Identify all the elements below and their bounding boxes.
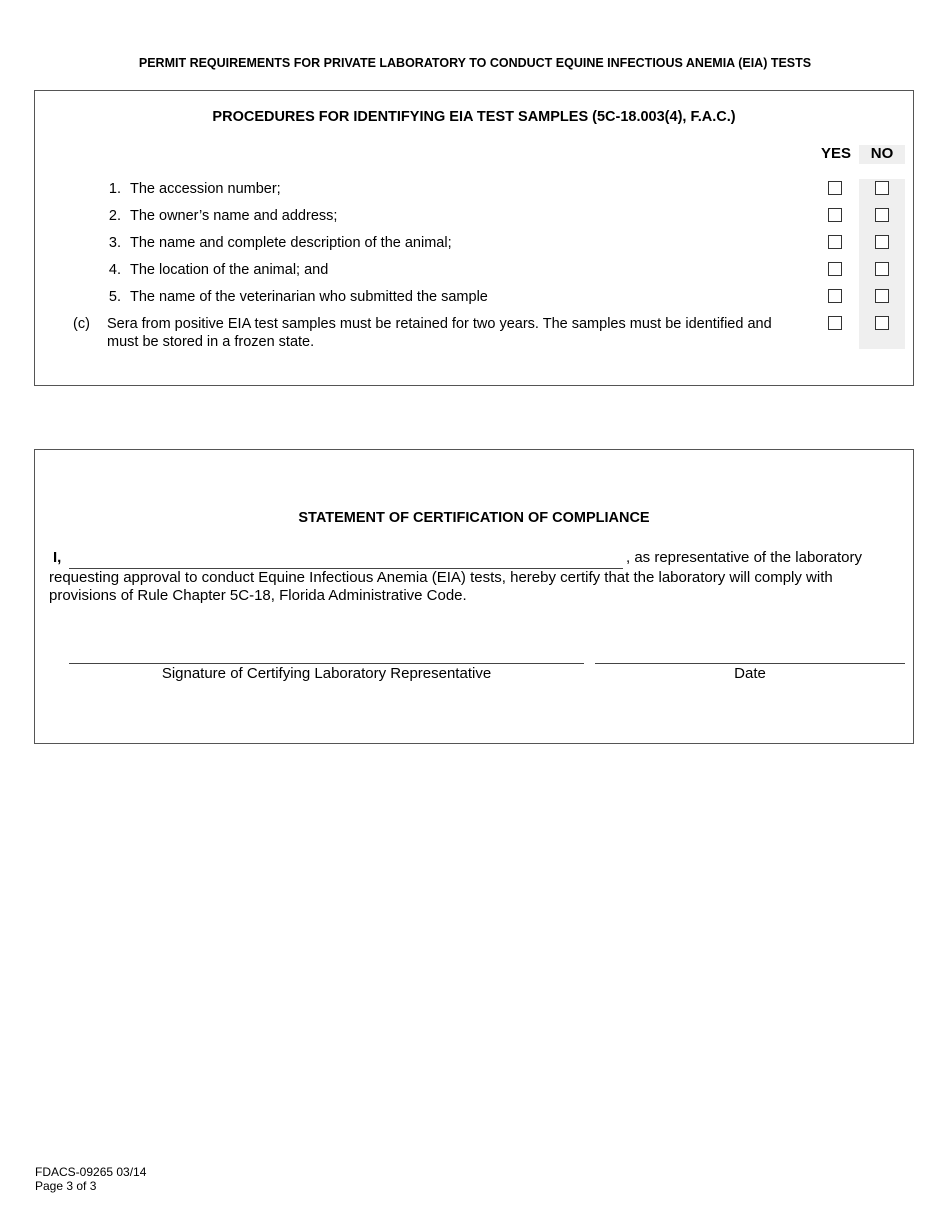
item-number: (c) (73, 316, 90, 332)
item-1-yes-checkbox[interactable] (828, 181, 842, 195)
yes-column-header: YES (820, 145, 851, 162)
item-number: 4. (108, 262, 121, 278)
certification-title: STATEMENT OF CERTIFICATION OF COMPLIANCE (298, 510, 650, 526)
representative-text: , as representative of the laboratory (626, 549, 862, 566)
item-text: The accession number; (130, 181, 281, 197)
item-text: The name and complete description of the animal; (130, 235, 452, 251)
signature-label: Signature of Certifying Laboratory Representative (161, 665, 492, 682)
item-4-no-checkbox[interactable] (875, 262, 889, 276)
i-label: I, (53, 549, 62, 566)
item-text: The location of the animal; and (130, 262, 329, 278)
item-2-yes-checkbox[interactable] (828, 208, 842, 222)
item-2-no-checkbox[interactable] (875, 208, 889, 222)
date-field[interactable] (595, 663, 905, 664)
item-text: The owner’s name and address; (130, 208, 338, 224)
item-number: 3. (108, 235, 121, 251)
no-column-header: NO (870, 145, 894, 162)
item-5-no-checkbox[interactable] (875, 289, 889, 303)
item-number: 1. (108, 181, 121, 197)
item-c-yes-checkbox[interactable] (828, 316, 842, 330)
certification-body: requesting approval to conduct Equine Infectious Anemia (EIA) tests, hereby certify that the laboratory will comply with provisions of Rule Chapter 5C-18, Florida Administrative Code. (49, 569, 833, 604)
procedures-section (34, 90, 914, 386)
item-c-no-checkbox[interactable] (875, 316, 889, 330)
item-3-yes-checkbox[interactable] (828, 235, 842, 249)
form-id: FDACS-09265 03/14 (35, 1165, 147, 1179)
item-number: 2. (108, 208, 121, 224)
date-label: Date (734, 665, 766, 682)
item-5-yes-checkbox[interactable] (828, 289, 842, 303)
procedures-title: PROCEDURES FOR IDENTIFYING EIA TEST SAMPLES (5C-18.003(4), F.A.C.) (212, 109, 736, 125)
page-number: Page 3 of 3 (35, 1179, 97, 1193)
item-1-no-checkbox[interactable] (875, 181, 889, 195)
page-title: PERMIT REQUIREMENTS FOR PRIVATE LABORATORY TO CONDUCT EQUINE INFECTIOUS ANEMIA (EIA) TESTS (138, 56, 812, 70)
item-3-no-checkbox[interactable] (875, 235, 889, 249)
signature-field[interactable] (69, 663, 584, 664)
item-number: 5. (108, 289, 121, 305)
item-text: The name of the veterinarian who submitted the sample (130, 289, 488, 305)
item-4-yes-checkbox[interactable] (828, 262, 842, 276)
certification-section (34, 449, 914, 744)
item-text: Sera from positive EIA test samples must be retained for two years. The samples must be identified and must be stored in a frozen state. (107, 316, 772, 350)
footer (35, 1165, 146, 1193)
